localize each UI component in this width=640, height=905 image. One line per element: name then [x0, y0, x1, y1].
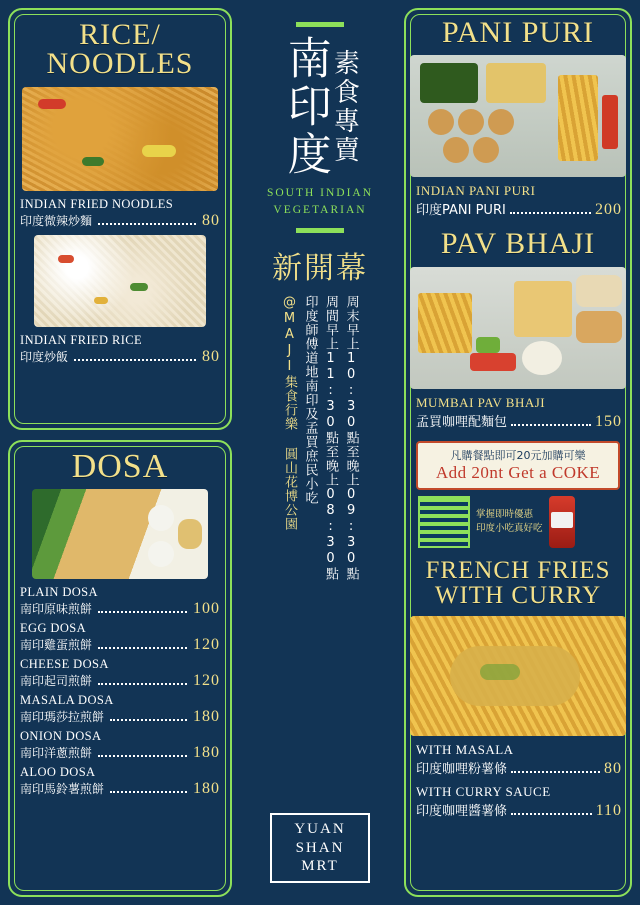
leader-dots	[510, 212, 591, 214]
coke-can-icon	[549, 496, 575, 548]
info-line-weekday-hours: 周間早上11:30點至晚上08:30點	[323, 294, 339, 581]
leader-dots	[98, 755, 187, 757]
rice-noodles-title-line2: NOODLES	[46, 47, 194, 81]
rice-noodles-title-line1: RICE/	[79, 18, 161, 51]
leader-dots	[98, 647, 187, 649]
new-open-banner: 新開幕	[272, 250, 368, 286]
mrt-station-box	[270, 813, 370, 883]
item-name-en: MASALA DOSA	[20, 693, 114, 708]
dosa-title: DOSA	[71, 448, 169, 485]
photo-indian-fried-noodles	[22, 87, 218, 191]
qr-row	[406, 492, 630, 552]
photo-indian-fried-rice	[34, 235, 206, 327]
brand-english-line2: VEGETARIAN	[273, 204, 367, 217]
pav-bhaji-title: PAV BHAJI	[440, 227, 596, 261]
info-vertical-text	[240, 295, 400, 625]
mrt-line1: YUAN	[294, 820, 346, 837]
left-column	[8, 8, 232, 897]
leader-dots	[511, 424, 591, 426]
item-name-zh: 南印馬鈴薯煎餅	[20, 782, 105, 797]
item-price: 80	[202, 211, 220, 229]
leader-dots	[110, 791, 187, 793]
leader-dots	[98, 611, 187, 613]
mrt-line3: MRT	[301, 858, 339, 875]
brand-block	[240, 8, 400, 233]
rice-noodles-title	[10, 10, 230, 83]
promo-text-zh: 凡購餐點即可20元加購可樂	[450, 448, 586, 462]
section-dosa	[8, 440, 232, 897]
item-price: 110	[595, 801, 622, 819]
menu-item-pav-bhaji	[406, 393, 630, 435]
item-price: 180	[193, 708, 220, 726]
item-name-en: EGG DOSA	[20, 621, 87, 636]
item-name-en: ONION DOSA	[20, 729, 102, 744]
info-line-location: @MAJI集食行樂 圓山花博公園	[281, 294, 297, 531]
item-name-zh: 孟買咖哩配麵包	[416, 414, 508, 430]
brand-subtitle-cn: 素食專賣	[329, 49, 360, 165]
item-name-zh: 印度PANI PURI	[416, 203, 506, 219]
item-name-zh: 印度咖哩醬薯條	[416, 803, 508, 819]
brand-column	[240, 8, 400, 897]
item-price: 180	[193, 744, 220, 762]
french-fries-title-line1: FRENCH FRIES	[425, 556, 611, 584]
menu-item-fries-masala	[406, 740, 630, 782]
menu-item-indian-fried-rice	[10, 331, 230, 367]
item-name-zh: 南印原味煎餅	[20, 602, 93, 617]
promo-coke-box	[416, 441, 620, 490]
item-name-zh: 南印瑪莎拉煎餅	[20, 710, 105, 725]
menu-item-fries-curry-sauce	[406, 782, 630, 824]
item-price: 200	[595, 201, 622, 219]
right-column	[404, 8, 632, 897]
item-name-zh: 印度咖哩粉薯條	[416, 761, 508, 777]
item-price: 120	[193, 636, 220, 654]
qr-caption-line1: 掌握即時優惠	[476, 508, 534, 520]
item-price: 80	[604, 759, 622, 777]
item-name-zh: 南印雞蛋煎餅	[20, 638, 93, 653]
leader-dots	[511, 771, 600, 773]
item-name-zh: 南印洋蔥煎餅	[20, 746, 93, 761]
brand-rule-top	[296, 22, 344, 27]
item-price: 80	[202, 347, 220, 365]
photo-pani-puri	[410, 55, 626, 177]
item-name-en: INDIAN PANI PURI	[416, 183, 536, 199]
right-panel	[404, 8, 632, 897]
info-line-weekend-hours: 周末早上10:30點至晚上09:30點	[343, 294, 359, 581]
brand-title-cn: 南印度	[279, 35, 331, 179]
info-line-description: 印度師傅道地南印及孟買庶民小吃	[302, 294, 318, 505]
item-name-en: INDIAN FRIED NOODLES	[20, 196, 174, 211]
item-name-zh: 印度炒飯	[20, 349, 69, 364]
french-fries-title	[406, 552, 630, 612]
item-price: 120	[193, 672, 220, 690]
qr-caption	[476, 508, 543, 537]
section-rice-noodles	[8, 8, 232, 430]
item-name-en: CHEESE DOSA	[20, 657, 109, 672]
menu-item-onion-dosa	[10, 727, 230, 763]
menu-item-cheese-dosa	[10, 655, 230, 691]
menu-item-aloo-dosa	[10, 763, 230, 799]
promo-text-en: Add 20nt Get a COKE	[435, 462, 601, 482]
menu-item-indian-fried-noodles	[10, 195, 230, 231]
leader-dots	[110, 719, 187, 721]
leader-dots	[74, 359, 196, 361]
mrt-line2: SHAN	[295, 839, 345, 856]
item-name-zh: 南印起司煎餅	[20, 674, 93, 689]
item-price: 180	[193, 780, 220, 798]
leader-dots	[98, 683, 187, 685]
menu-item-masala-dosa	[10, 691, 230, 727]
pani-puri-title: PANI PURI	[441, 16, 595, 49]
photo-pav-bhaji	[410, 267, 626, 389]
item-price: 100	[193, 600, 220, 618]
menu-item-egg-dosa	[10, 619, 230, 655]
item-price: 150	[595, 412, 622, 430]
item-name-en: PLAIN DOSA	[20, 585, 98, 600]
qr-code-icon[interactable]	[418, 496, 470, 548]
photo-plain-dosa	[32, 489, 208, 579]
item-name-en: ALOO DOSA	[20, 765, 96, 780]
item-name-en: INDIAN FRIED RICE	[20, 332, 143, 347]
leader-dots	[511, 813, 592, 815]
brand-english	[240, 185, 400, 220]
brand-english-line1: SOUTH INDIAN	[266, 187, 374, 199]
leader-dots	[98, 223, 196, 225]
item-name-zh: 印度微辣炒麵	[20, 213, 93, 228]
item-name-en: WITH MASALA	[416, 741, 514, 757]
menu-item-plain-dosa	[10, 583, 230, 619]
brand-rule-bottom	[296, 228, 344, 233]
item-name-en: MUMBAI PAV BHAJI	[416, 394, 546, 410]
qr-caption-line2: 印度小吃真好吃	[476, 522, 543, 534]
item-name-en: WITH CURRY SAUCE	[416, 783, 551, 799]
french-fries-title-line2: WITH CURRY	[434, 581, 602, 609]
menu-item-pani-puri	[406, 181, 630, 223]
photo-french-fries-curry	[410, 616, 626, 736]
